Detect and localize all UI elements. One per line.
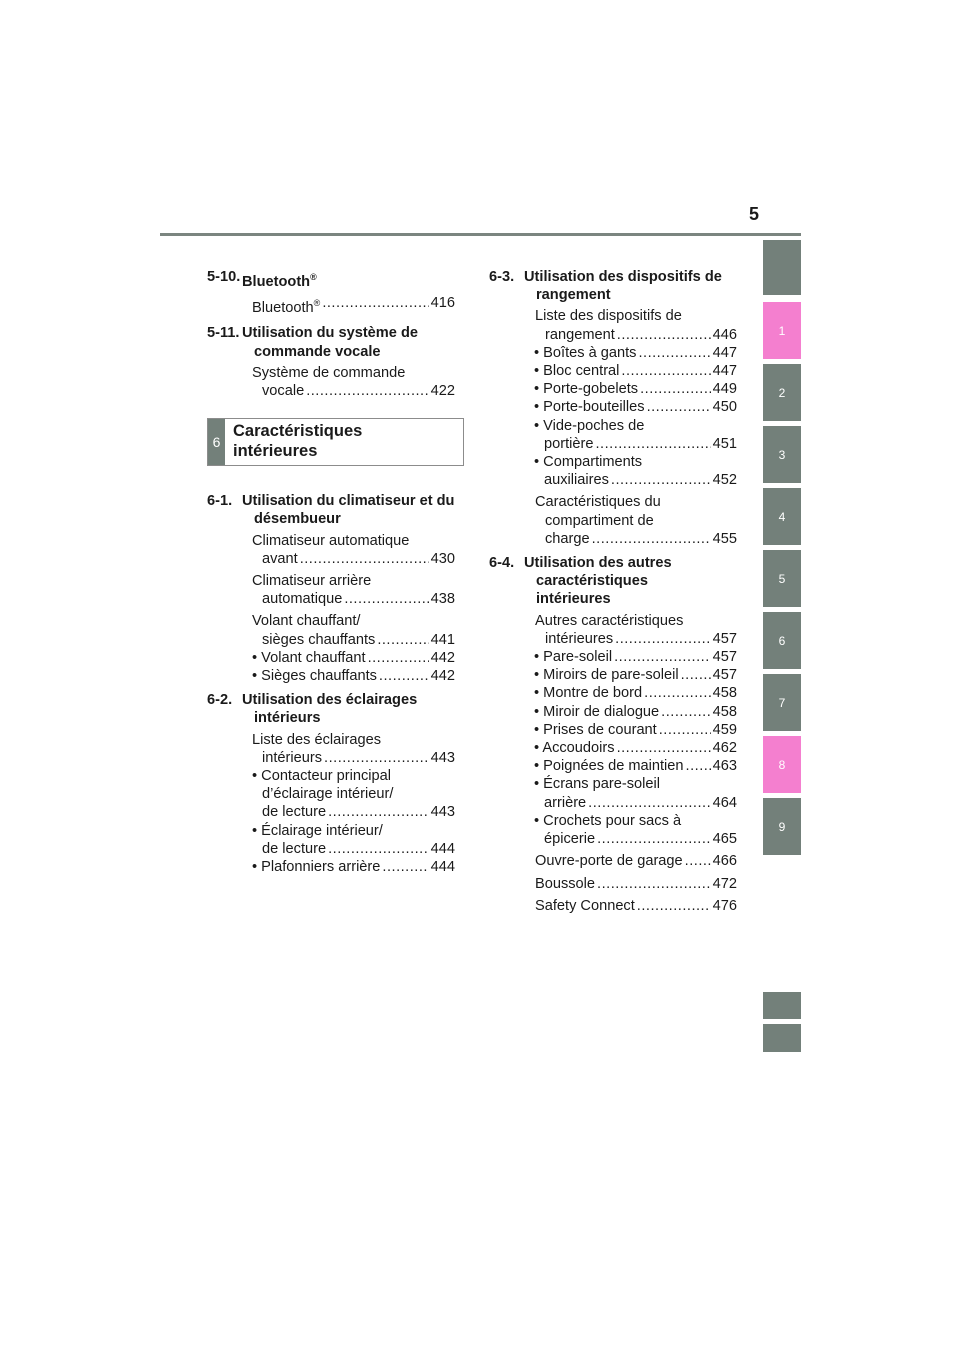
header-rule	[160, 233, 801, 236]
page-ref: 450	[712, 399, 737, 416]
toc-bullet-entry[interactable]: • Pare-soleil ..... 457	[525, 648, 737, 666]
tab-2[interactable]: 2	[763, 364, 801, 421]
toc-bullet-entry[interactable]: • Bloc central ..... 447	[525, 362, 737, 380]
tab-9[interactable]: 9	[763, 798, 801, 855]
toc-bullet-entry[interactable]: • Crochets pour sacs à épicerie ..... 465	[525, 812, 737, 848]
toc-entry[interactable]: Climatiseur arrière automatique ..... 438	[242, 572, 455, 608]
toc-column-left	[207, 268, 455, 881]
toc-entry[interactable]: Bluetooth® ..... 416	[242, 294, 455, 317]
section-6-3	[489, 268, 737, 548]
section-title: Utilisation du système de commande vocale	[242, 325, 418, 360]
toc-bullet-entry[interactable]: • Contacteur principal d’éclairage intérieur/ de lecture ..... 443	[243, 767, 455, 822]
section-title: Utilisation des éclairages intérieurs	[242, 692, 418, 727]
toc-entry[interactable]: Boussole ..... 472	[525, 875, 737, 893]
page-ref: 444	[430, 859, 455, 876]
toc-bullet-entry[interactable]: • Éclairage intérieur/ de lecture ..... 444	[243, 822, 455, 858]
tab-blank-top[interactable]	[763, 240, 801, 295]
tab-6[interactable]: 6	[763, 612, 801, 669]
toc-entry[interactable]: Liste des dispositifs de rangement ..... 446	[525, 307, 737, 343]
tab-blank-bottom-1[interactable]	[763, 992, 801, 1019]
toc-bullet-entry[interactable]: • Porte-gobelets ..... 449	[525, 380, 737, 398]
page-ref: 455	[712, 530, 737, 547]
page-ref: 446	[712, 326, 737, 343]
section-number: 5-10.	[207, 269, 241, 285]
page-ref: 430	[430, 550, 455, 567]
toc-bullet-entry[interactable]: • Montre de bord ..... 458	[525, 684, 737, 702]
toc-entry[interactable]: Autres caractéristiques intérieures ..... 457	[525, 612, 737, 648]
section-6-4	[489, 554, 737, 915]
chapter-header	[207, 418, 464, 466]
tab-4[interactable]: 4	[763, 488, 801, 545]
page-ref: 457	[712, 667, 737, 684]
page-ref: 466	[712, 853, 737, 870]
section-6-2	[207, 691, 455, 876]
toc-entry[interactable]: Liste des éclairages intérieurs ..... 443	[242, 731, 455, 767]
tab-7[interactable]: 7	[763, 674, 801, 731]
section-title: Bluetooth®	[242, 272, 317, 290]
section-number: 6-2.	[207, 692, 233, 709]
section-6-1	[207, 492, 455, 685]
page-number: 5	[748, 204, 759, 224]
toc-bullet-entry[interactable]: • Écrans pare-soleil arrière ..... 464	[525, 775, 737, 811]
toc-bullet-entry[interactable]: • Accoudoirs ..... 462	[525, 739, 737, 757]
page-ref: 462	[712, 740, 737, 757]
page-ref: 457	[712, 630, 737, 647]
section-5-11	[207, 324, 455, 400]
chapter-number: 6	[208, 419, 225, 465]
page-ref: 443	[430, 804, 455, 821]
section-5-10	[207, 268, 455, 317]
section-title: Utilisation du climatiseur et du désembueur	[242, 493, 455, 528]
toc-entry[interactable]: Caractéristiques du compartiment de charge ..... 455	[525, 493, 737, 548]
toc-bullet-entry[interactable]: • Boîtes à gants ..... 447	[525, 344, 737, 362]
tab-5[interactable]: 5	[763, 550, 801, 607]
page-ref: 452	[712, 472, 737, 489]
page-ref: 459	[712, 721, 737, 738]
page-ref: 451	[712, 435, 737, 452]
page-ref: 438	[430, 591, 455, 608]
page-ref: 472	[712, 875, 737, 892]
toc-column-right	[489, 268, 737, 920]
toc-bullet-entry[interactable]: • Prises de courant ..... 459	[525, 721, 737, 739]
toc-entry[interactable]: Safety Connect ..... 476	[525, 897, 737, 915]
toc-bullet-entry[interactable]: • Vide-poches de portière ..... 451	[525, 417, 737, 453]
tab-8[interactable]: 8	[763, 736, 801, 793]
toc-bullet-entry[interactable]: • Miroirs de pare-soleil ..... 457	[525, 666, 737, 684]
section-number: 6-1.	[207, 493, 233, 510]
page-ref: 476	[712, 897, 737, 914]
section-number: 5-11.	[207, 325, 240, 342]
page-ref: 457	[712, 649, 737, 666]
page-ref: 442	[430, 649, 455, 666]
page-ref: 447	[712, 344, 737, 361]
toc-bullet-entry[interactable]: • Poignées de maintien ..... 463	[525, 757, 737, 775]
page-ref: 443	[430, 749, 455, 766]
section-title: Utilisation des dispositifs de rangement	[524, 269, 722, 304]
toc-entry[interactable]: Système de commande vocale ..... 422	[242, 364, 455, 400]
toc-entry[interactable]: Climatiseur automatique avant ..... 430	[242, 532, 455, 568]
section-number: 6-3.	[489, 269, 515, 285]
page-ref: 447	[712, 363, 737, 380]
toc-entry[interactable]: Ouvre-porte de garage ..... 466	[525, 852, 737, 870]
page-ref: 416	[430, 295, 455, 312]
chapter-title: Caractéristiques intérieures	[233, 422, 363, 461]
page-ref: 464	[712, 794, 737, 811]
page-ref: 465	[712, 831, 737, 848]
page-ref: 442	[430, 668, 455, 685]
tab-3[interactable]: 3	[763, 426, 801, 483]
tab-blank-bottom-2[interactable]	[763, 1024, 801, 1052]
toc-bullet-entry[interactable]: • Compartiments auxiliaires ..... 452	[525, 453, 737, 489]
page-ref: 422	[430, 383, 455, 400]
page-ref: 458	[712, 703, 737, 720]
page-ref: 444	[430, 840, 455, 857]
page-ref: 449	[712, 381, 737, 398]
page-ref: 441	[430, 631, 455, 648]
section-number: 6-4.	[489, 555, 515, 572]
toc-bullet-entry[interactable]: • Miroir de dialogue ..... 458	[525, 703, 737, 721]
toc-entry[interactable]: Volant chauffant/ sièges chauffants ..... 441	[242, 612, 455, 648]
toc-bullet-entry[interactable]: • Sièges chauffants ..... 442	[243, 667, 455, 685]
toc-bullet-entry[interactable]: • Porte-bouteilles ..... 450	[525, 398, 737, 416]
toc-bullet-entry[interactable]: • Volant chauffant ..... 442	[243, 649, 455, 667]
page-ref: 458	[712, 685, 737, 702]
section-title: Utilisation des autres caractéristiques intérieures	[524, 555, 672, 608]
toc-bullet-entry[interactable]: • Plafonniers arrière ..... 444	[243, 858, 455, 876]
page-ref: 463	[712, 758, 737, 775]
tab-1[interactable]: 1	[763, 302, 801, 359]
